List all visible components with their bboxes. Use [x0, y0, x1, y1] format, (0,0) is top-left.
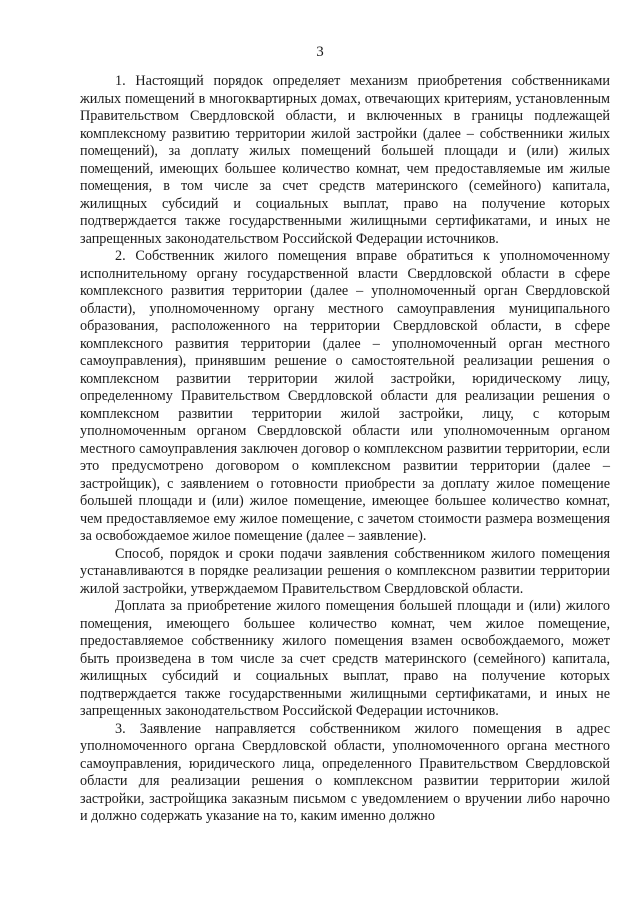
paragraph-3: Способ, порядок и сроки подачи заявления собственником жилого помещения устанавливаются в порядке реализации решения о комплексном развитии территории жилой застройки, утверждаемом Правительством Свердловской области. [80, 545, 610, 597]
page-number: 3 [316, 44, 324, 60]
document-body [80, 73, 610, 826]
paragraph-1: 1. Настоящий порядок определяет механизм приобретения собственниками жилых помещений в многоквартирных домах, отвечающих критериям, установленным Правительством Свердловской области, и включенных в границы подлежащей комплексному развитию территории жилой застройки (далее – собственники жилых помещений), за доплату жилых помещений большей площади и (или) жилых помещений, имеющих большее количество комнат, чем предоставляемые им жилые помещения, в том числе за счет средств материнского (семейного) капитала, жилищных субсидий и социальных выплат, право на получение которых подтверждается также государственными жилищными сертификатами, и иных не запрещенных законодательством Российской Федерации источников. [80, 73, 610, 247]
paragraph-5: 3. Заявление направляется собственником жилого помещения в адрес уполномоченного органа Свердловской области, уполномоченного органа местного самоуправления, юридического лица, определенного Правительством Свердловской области для реализации решения о комплексном развитии территории жилой застройки, застройщика заказным письмом с уведомлением о вручении либо нарочно и должно содержать указание на то, каким именно должно [80, 720, 610, 824]
paragraph-2: 2. Собственник жилого помещения вправе обратиться к уполномоченному исполнительному органу государственной власти Свердловской области в сфере комплексного развития территории (далее – уполномоченный орган Свердловской области), уполномоченному органу местного самоуправления муниципального образования, расположенного на территории Свердловской области, в сфере комплексного развития территории (далее – уполномоченный орган местного самоуправления), принявшим решение о самостоятельной реализации решения о комплексном развитии территории жилой застройки, юридическому лицу, определенному Правительством Свердловской области для реализации решения о комплексном развитии территории жилой застройки, лицу, с которым уполномоченным органом Свердловской области или уполномоченным органом местного самоуправления заключен договор о комплексном развитии территории, если это предусмотрено договором о комплексном развитии территории (далее – застройщик), с заявлением о готовности приобрести за доплату жилое помещение большей площади и (или) жилое помещение, имеющее большее количество комнат, чем предоставляемое ему жилое помещение, с зачетом стоимости размера возмещения за освобождаемое жилое помещение (далее – заявление). [80, 248, 610, 544]
paragraph-4: Доплата за приобретение жилого помещения большей площади и (или) жилого помещения, имеющего большее количество комнат, чем жилое помещение, предоставляемое собственнику жилого помещения взамен освобождаемого, может быть произведена в том числе за счет средств материнского (семейного) капитала, жилищных субсидий и социальных выплат, право на получение которых подтверждается также государственными жилищными сертификатами, и иных не запрещенных законодательством Российской Федерации источников. [80, 598, 610, 719]
